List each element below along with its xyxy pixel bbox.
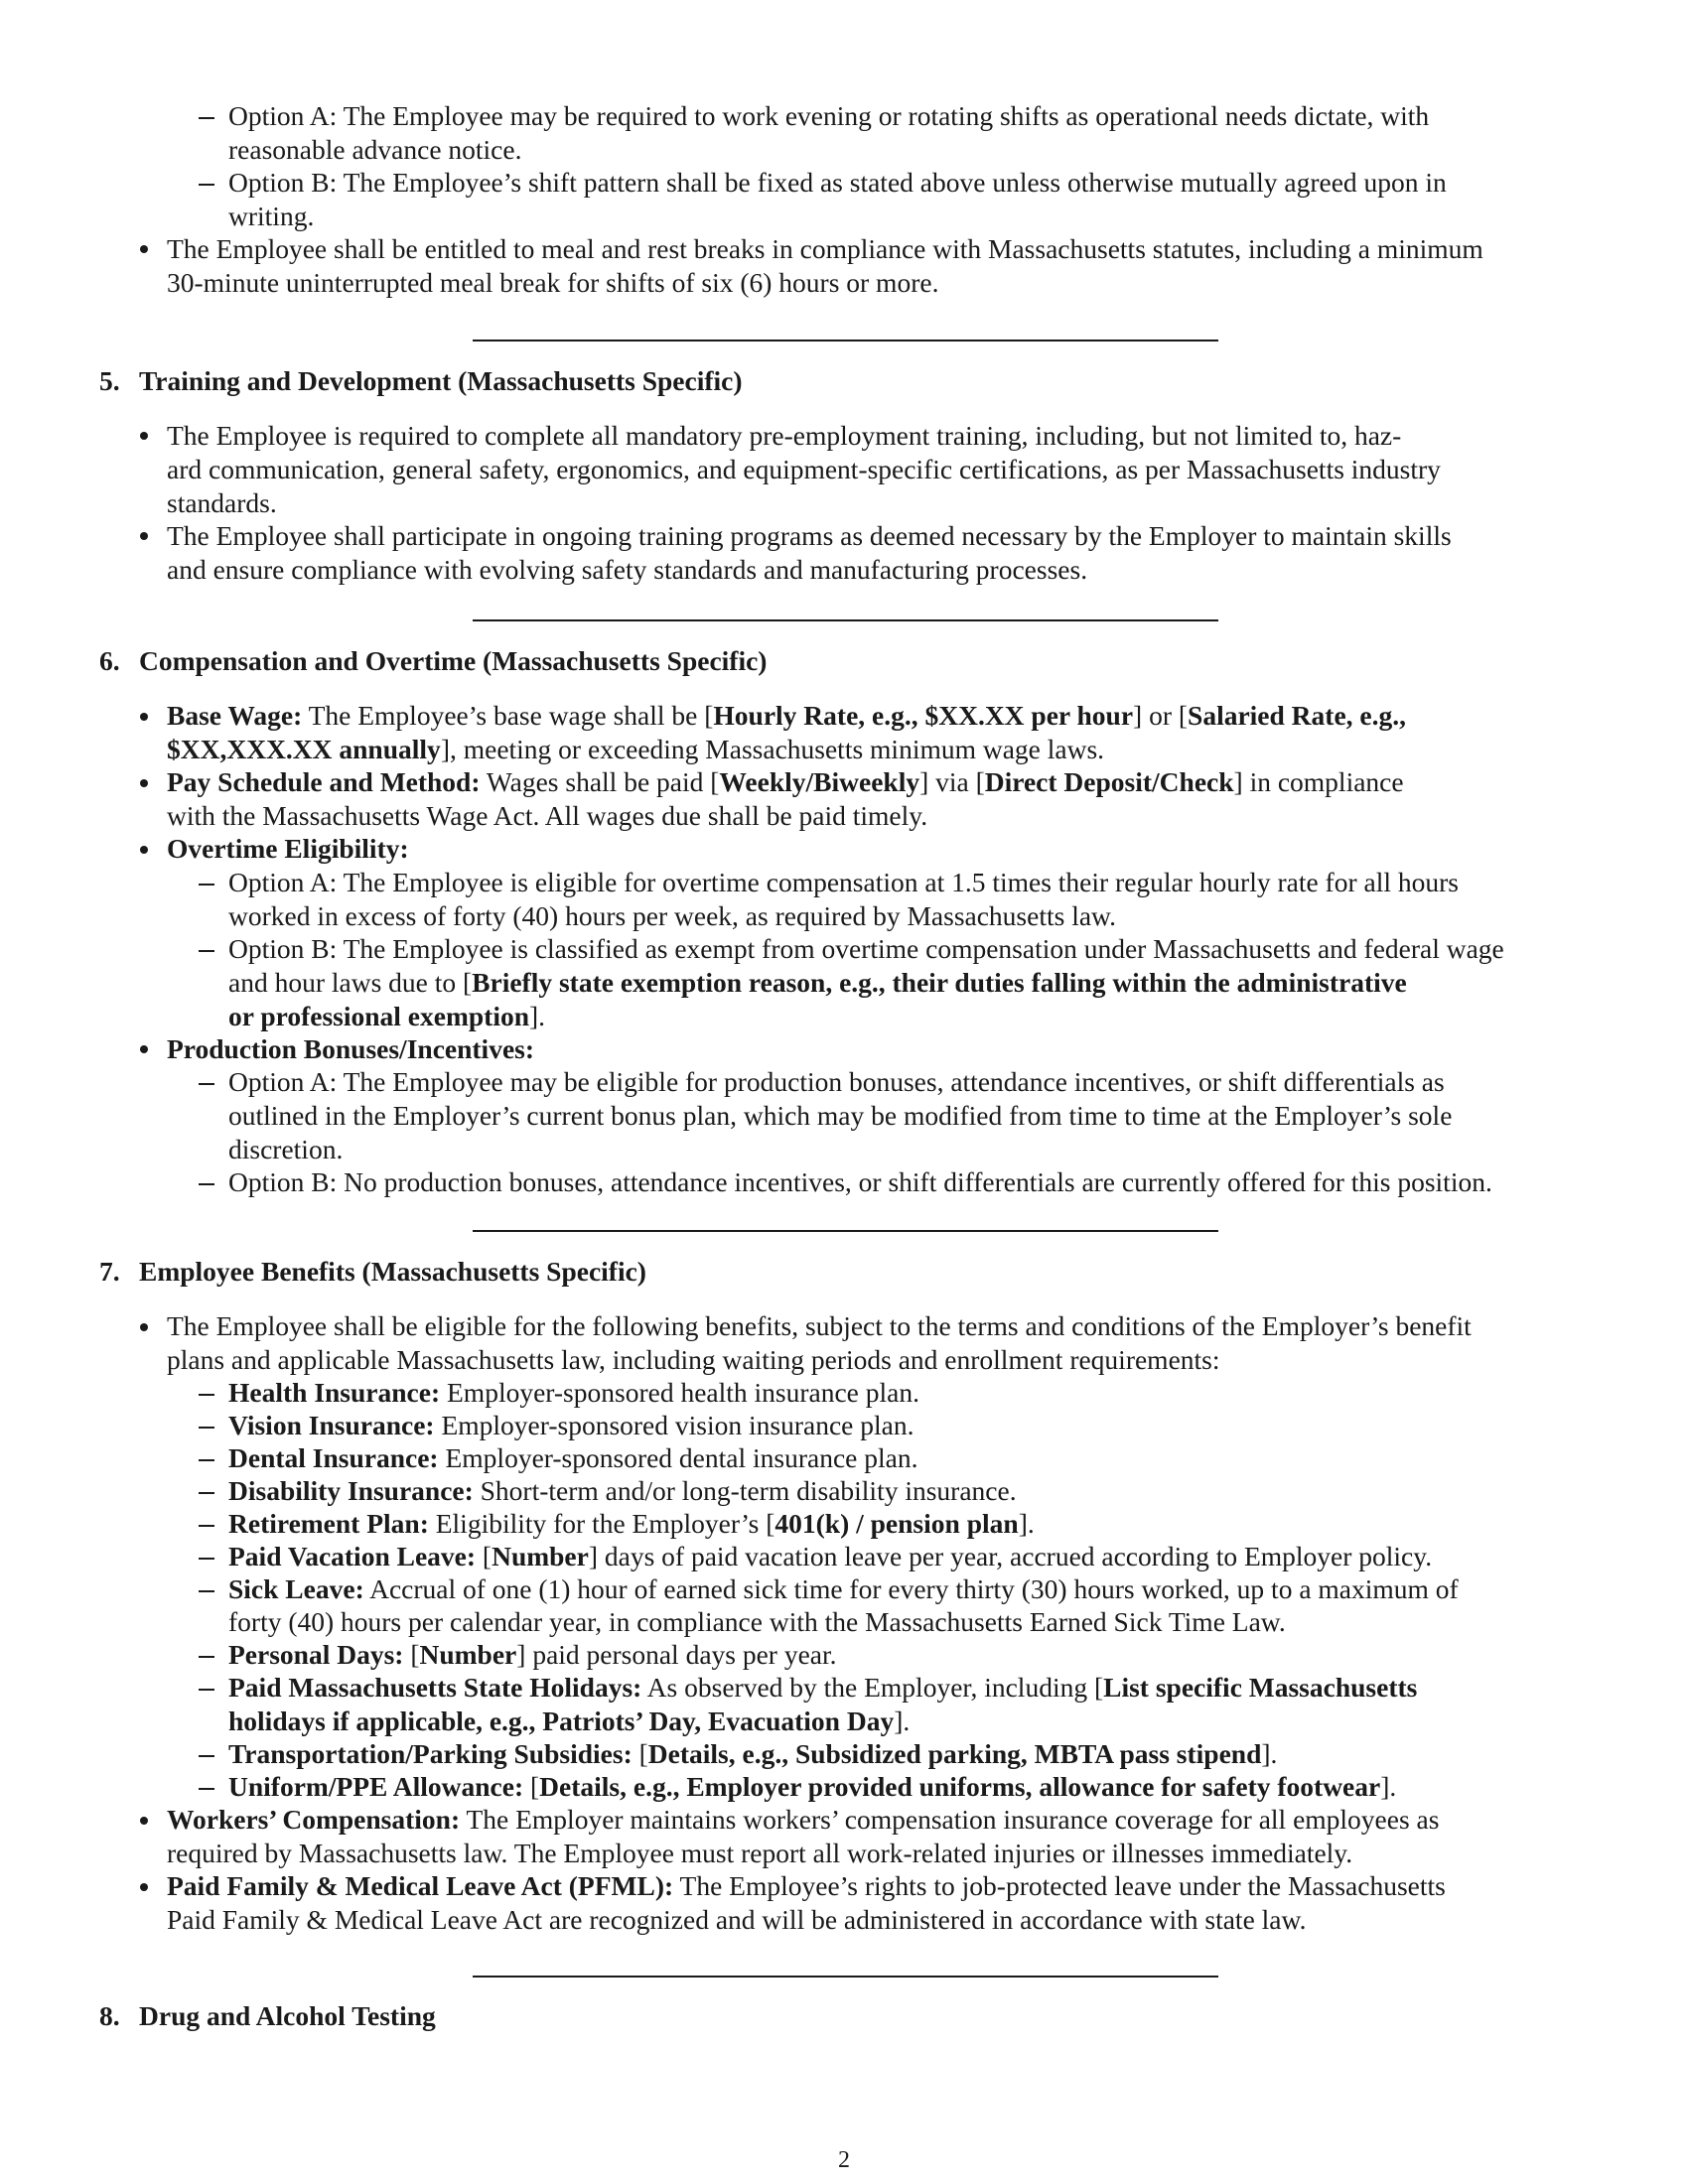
overtime-label: Overtime Eligibility: — [167, 833, 409, 864]
pfml-line2: Paid Family & Medical Leave Act are recognized and will be administered in accordance with state law. — [167, 1904, 1307, 1935]
benefits-intro-line1: The Employee shall be eligible for the following benefits, subject to the terms and conditions of the Employer’s benefit — [167, 1310, 1472, 1341]
benefit-vision: Vision Insurance: Employer-sponsored vision insurance plan. — [228, 1410, 914, 1440]
dash-marker — [199, 1492, 214, 1494]
base-wage-line2: $XX,XXX.XX annually], meeting or exceeding Massachusetts minimum wage laws. — [167, 734, 1105, 764]
bullet-marker — [140, 1883, 148, 1891]
dash-marker — [199, 1083, 214, 1085]
dash-marker — [199, 1394, 214, 1396]
pay-schedule-line2: with the Massachusetts Wage Act. All wages due shall be paid timely. — [167, 800, 928, 831]
dash-marker — [199, 117, 214, 119]
dash-marker — [199, 1755, 214, 1757]
section-7-heading: 7. Employee Benefits (Massachusetts Specific) — [99, 1256, 646, 1287]
workers-comp-line1: Workers’ Compensation: The Employer maintains workers’ compensation insurance coverage for all employees as — [167, 1804, 1440, 1835]
bullet-marker — [140, 1323, 148, 1331]
benefit-transportation: Transportation/Parking Subsidies: [Details, e.g., Subsidized parking, MBTA pass stipend]. — [228, 1738, 1278, 1769]
section-5-heading: 5. Training and Development (Massachusetts Specific) — [99, 365, 743, 396]
pay-schedule-line1: Pay Schedule and Method: Wages shall be paid [Weekly/Biweekly] via [Direct Deposit/Check] in compliance — [167, 766, 1404, 797]
bullet-marker — [140, 532, 148, 540]
ot-option-b-line1: Option B: The Employee is classified as exempt from overtime compensation under Massachusetts and federal wage — [228, 933, 1504, 964]
page-number: 2 — [838, 2147, 850, 2173]
benefit-retirement: Retirement Plan: Eligibility for the Employer’s [401(k) / pension plan]. — [228, 1508, 1035, 1539]
benefit-uniform: Uniform/PPE Allowance: [Details, e.g., Employer provided uniforms, allowance for safety footwear]. — [228, 1771, 1397, 1802]
benefit-personal: Personal Days: [Number] paid personal days per year. — [228, 1639, 837, 1670]
dash-marker — [199, 884, 214, 886]
benefit-disability: Disability Insurance: Short-term and/or long-term disability insurance. — [228, 1475, 1017, 1506]
benefit-sick-line1: Sick Leave: Accrual of one (1) hour of earned sick time for every thirty (30) hours worked, up to a maximum of — [228, 1573, 1459, 1604]
ot-option-b-line2: and hour laws due to [Briefly state exemption reason, e.g., their duties falling within the administrative — [228, 967, 1407, 998]
training-b1-line1: The Employee is required to complete all mandatory pre-employment training, including, but not limited to, haz- — [167, 420, 1402, 451]
dash-marker — [199, 1183, 214, 1185]
benefit-vacation: Paid Vacation Leave: [Number] days of paid vacation leave per year, accrued according to Employer policy. — [228, 1541, 1433, 1571]
shift-option-b-line1: Option B: The Employee’s shift pattern shall be fixed as stated above unless otherwise mutually agreed upon in — [228, 167, 1447, 198]
dash-marker — [199, 1558, 214, 1560]
dash-marker — [199, 184, 214, 186]
dash-marker — [199, 1427, 214, 1429]
section-divider — [473, 1976, 1218, 1978]
bonus-option-a-line2: outlined in the Employer’s current bonus plan, which may be modified from time to time at the Employer’s sole — [228, 1100, 1453, 1131]
base-wage-line1: Base Wage: The Employee’s base wage shall be [Hourly Rate, e.g., $XX.XX per hour] or [Salaried Rate, e.g., — [167, 700, 1406, 731]
bullet-marker — [140, 779, 148, 787]
pfml-line1: Paid Family & Medical Leave Act (PFML): The Employee’s rights to job-protected leave under the Massachusetts — [167, 1870, 1446, 1901]
benefit-holidays-line1: Paid Massachusetts State Holidays: As observed by the Employer, including [List specific Massachusetts — [228, 1672, 1418, 1703]
dash-marker — [199, 1689, 214, 1691]
bullet-marker — [140, 1045, 148, 1053]
shift-option-a-line1: Option A: The Employee may be required to work evening or rotating shifts as operational needs dictate, with — [228, 100, 1430, 131]
bullet-marker — [140, 713, 148, 721]
bonus-option-a-line1: Option A: The Employee may be eligible for production bonuses, attendance incentives, or shift differentials as — [228, 1066, 1445, 1097]
shift-option-a-line2: reasonable advance notice. — [228, 134, 522, 165]
training-b2-line2: and ensure compliance with evolving safety standards and manufacturing processes. — [167, 554, 1088, 585]
section-divider — [473, 619, 1218, 621]
dash-marker — [199, 1525, 214, 1527]
benefit-health: Health Insurance: Employer-sponsored health insurance plan. — [228, 1377, 919, 1408]
bonus-option-b: Option B: No production bonuses, attendance incentives, or shift differentials are currently offered for this position. — [228, 1166, 1492, 1197]
bonus-label: Production Bonuses/Incentives: — [167, 1033, 535, 1064]
ot-option-a-line1: Option A: The Employee is eligible for overtime compensation at 1.5 times their regular hourly rate for all hours — [228, 867, 1459, 897]
dash-marker — [199, 1459, 214, 1461]
bullet-marker — [140, 245, 148, 253]
dash-marker — [199, 1788, 214, 1790]
dash-marker — [199, 1656, 214, 1658]
shift-option-b-line2: writing. — [228, 201, 315, 231]
breaks-line2: 30-minute uninterrupted meal break for shifts of six (6) hours or more. — [167, 267, 939, 298]
section-6-heading: 6. Compensation and Overtime (Massachusetts Specific) — [99, 645, 768, 676]
bonus-option-a-line3: discretion. — [228, 1134, 344, 1164]
section-divider — [473, 340, 1218, 341]
ot-option-b-line3: or professional exemption]. — [228, 1001, 546, 1031]
section-divider — [473, 1230, 1218, 1232]
benefits-intro-line2: plans and applicable Massachusetts law, including waiting periods and enrollment requirements: — [167, 1344, 1220, 1375]
benefit-sick-line2: forty (40) hours per calendar year, in compliance with the Massachusetts Earned Sick Time Law. — [228, 1606, 1286, 1637]
training-b2-line1: The Employee shall participate in ongoing training programs as deemed necessary by the Employer to maintain skills — [167, 520, 1452, 551]
bullet-marker — [140, 846, 148, 854]
breaks-line1: The Employee shall be entitled to meal and rest breaks in compliance with Massachusetts statutes, including a minimum — [167, 233, 1483, 264]
dash-marker — [199, 1590, 214, 1592]
ot-option-a-line2: worked in excess of forty (40) hours per week, as required by Massachusetts law. — [228, 900, 1116, 931]
section-8-heading: 8. Drug and Alcohol Testing — [99, 2000, 436, 2031]
bullet-marker — [140, 432, 148, 440]
dash-marker — [199, 950, 214, 952]
benefit-holidays-line2: holidays if applicable, e.g., Patriots’ Day, Evacuation Day]. — [228, 1706, 911, 1736]
bullet-marker — [140, 1817, 148, 1825]
benefit-dental: Dental Insurance: Employer-sponsored dental insurance plan. — [228, 1442, 918, 1473]
workers-comp-line2: required by Massachusetts law. The Employee must report all work-related injuries or illnesses immediately. — [167, 1838, 1353, 1868]
training-b1-line3: standards. — [167, 487, 277, 518]
training-b1-line2: ard communication, general safety, ergonomics, and equipment-specific certifications, as per Massachusetts industry — [167, 454, 1441, 484]
